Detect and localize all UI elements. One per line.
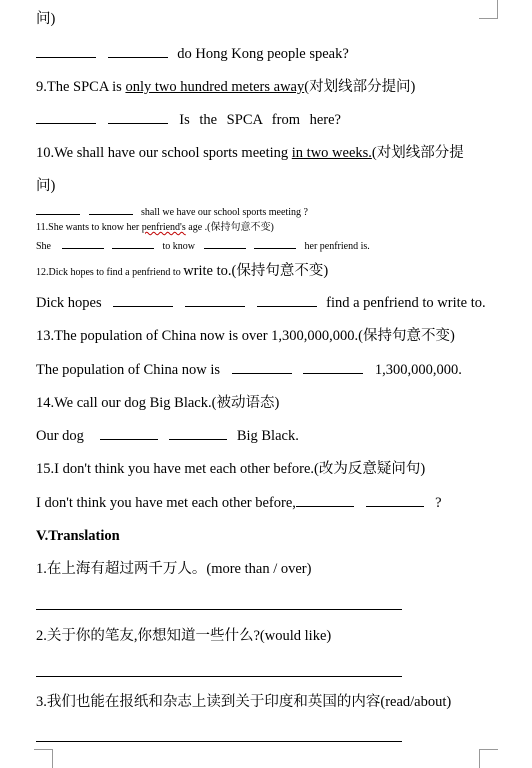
page-corner-mark [479, 749, 498, 768]
blank[interactable] [366, 494, 424, 507]
blank[interactable] [232, 361, 292, 374]
blank[interactable] [36, 45, 96, 58]
blank[interactable] [204, 239, 246, 249]
text: Our dog [36, 428, 84, 444]
translation-2 [36, 627, 331, 645]
text: 1,300,000,000. [374, 362, 462, 378]
text: 问) [36, 11, 56, 27]
blank[interactable] [254, 239, 296, 249]
text: 3.我们也能在报纸和杂志上读到关于印度和英国的内容(read/about) [36, 694, 452, 710]
blank[interactable] [296, 494, 354, 507]
answer-line[interactable] [36, 676, 402, 677]
question-10 [36, 144, 464, 162]
text: 问) [36, 178, 56, 194]
text: 1.在上海有超过两千万人。(more than / over) [36, 561, 312, 577]
question-15 [36, 460, 425, 478]
text: She [36, 241, 51, 252]
question-14-answer-line [36, 427, 299, 445]
text: 10.We shall have our school sports meeting [36, 145, 292, 161]
blank[interactable] [303, 361, 363, 374]
blank[interactable] [112, 239, 154, 249]
text: 11.She wants to know her [36, 222, 142, 233]
blank[interactable] [89, 205, 133, 215]
question-12-answer-line [36, 294, 486, 312]
text: 15.I don't think you have met each other before.(改为反意疑问句) [36, 461, 426, 477]
text: I don't think you have met each other before, [36, 495, 296, 511]
blank[interactable] [100, 427, 158, 440]
spellcheck-text: penfriend's [141, 222, 186, 233]
text: (对划线部分提 [371, 145, 464, 161]
text: write to.(保持句意不变) [183, 263, 329, 279]
question-8-answer-line [36, 45, 349, 63]
text: 2.关于你的笔友,你想知道一些什么?(would like) [36, 628, 332, 644]
text: do Hong Kong people speak? [177, 46, 349, 62]
blank[interactable] [185, 294, 245, 307]
translation-1 [36, 560, 311, 578]
text: Dick hopes [36, 295, 102, 311]
text: 14.We call our dog Big Black.(被动语态) [36, 395, 280, 411]
text: 9.The SPCA is [36, 79, 126, 95]
blank[interactable] [113, 294, 173, 307]
text: her penfriend is. [304, 241, 370, 252]
blank[interactable] [36, 111, 96, 124]
question-11 [36, 222, 274, 234]
question-9-answer-line [36, 111, 341, 129]
text-line [36, 10, 55, 28]
question-10-answer-line [36, 205, 308, 219]
text: shall we have our school sports meeting ? [141, 207, 308, 218]
text: The population of China now is [36, 362, 221, 378]
blank[interactable] [169, 427, 227, 440]
translation-3 [36, 693, 451, 711]
text: age .(保持句意不变) [185, 222, 274, 233]
question-14 [36, 394, 279, 412]
answer-line[interactable] [36, 609, 402, 610]
page-corner-mark [34, 749, 53, 768]
blank[interactable] [108, 111, 168, 124]
blank[interactable] [108, 45, 168, 58]
text: V.Translation [36, 528, 120, 544]
text: Big Black. [236, 428, 299, 444]
text: to know [162, 241, 195, 252]
underlined-text: only two hundred meters away [125, 79, 305, 95]
question-13-answer-line [36, 361, 462, 379]
question-11-answer-line [36, 239, 370, 253]
text: 12.Dick hopes to find a penfriend to [36, 267, 184, 278]
blank[interactable] [62, 239, 104, 249]
text: find a penfriend to write to. [326, 295, 486, 311]
section-heading [36, 527, 120, 545]
blank[interactable] [257, 294, 317, 307]
text-line [36, 177, 55, 195]
question-9 [36, 78, 415, 96]
question-12 [36, 262, 328, 280]
text: Is the SPCA from here? [179, 112, 341, 128]
question-15-answer-line [36, 494, 442, 512]
underlined-text: in two weeks. [291, 145, 372, 161]
text: (对划线部分提问) [304, 79, 416, 95]
text: ? [435, 495, 442, 511]
question-13 [36, 327, 455, 345]
text: 13.The population of China now is over 1,300,000,000.(保持句意不变) [36, 328, 455, 344]
page-corner-mark [479, 0, 498, 19]
blank[interactable] [36, 205, 80, 215]
answer-line[interactable] [36, 741, 402, 742]
